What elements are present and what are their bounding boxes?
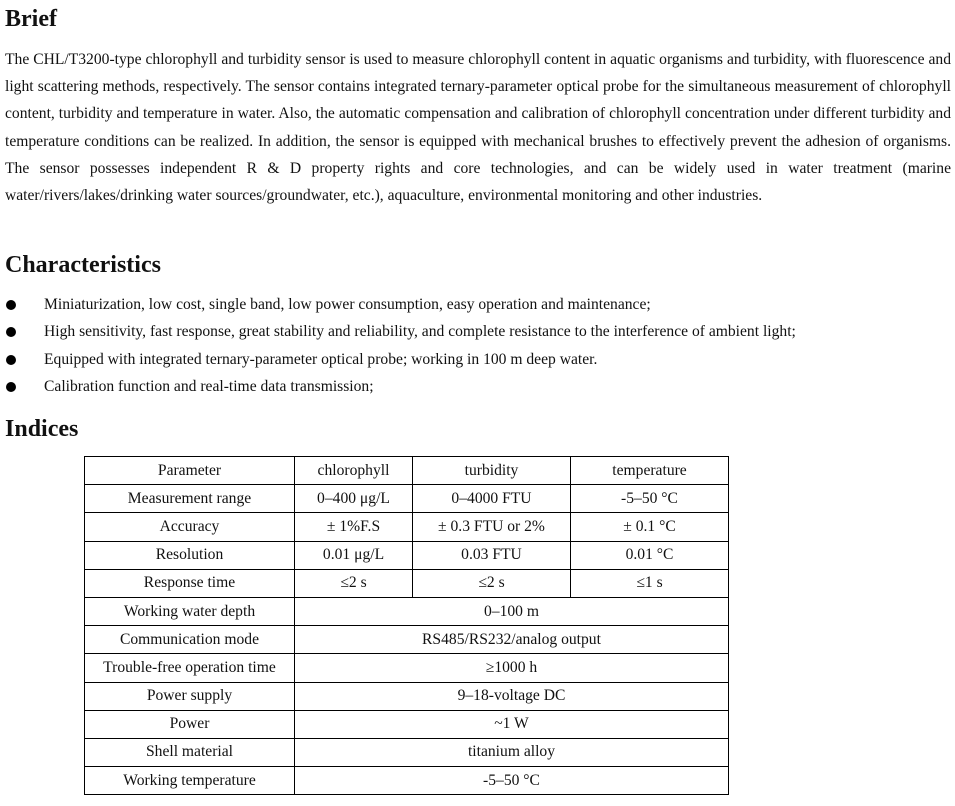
table-row	[85, 767, 729, 795]
table-cell: 9–18-voltage DC	[295, 682, 729, 710]
table-cell: ± 0.1 °C	[571, 513, 729, 541]
characteristics-heading: Characteristics	[5, 252, 161, 278]
list-item-text: Miniaturization, low cost, single band, low power consumption, easy operation and maintenance;	[44, 296, 651, 313]
table-row	[85, 597, 729, 625]
header-cell: chlorophyll	[295, 457, 413, 485]
table-row	[85, 626, 729, 654]
table-row	[85, 541, 729, 569]
table-row	[85, 569, 729, 597]
list-item	[0, 291, 950, 318]
table-row	[85, 738, 729, 766]
table-row	[85, 485, 729, 513]
table-cell: ≤2 s	[413, 569, 571, 597]
table-cell: 0–4000 FTU	[413, 485, 571, 513]
table-cell: Working water depth	[85, 597, 295, 625]
header-cell: temperature	[571, 457, 729, 485]
table-cell: titanium alloy	[295, 738, 729, 766]
brief-paragraph: The CHL/T3200-type chlorophyll and turbidity sensor is used to measure chlorophyll content in aquatic organisms and turbidity, with fluorescence and light scattering methods, respectively. The sensor contains integrated ternary-parameter optical probe for the simultaneous measurement of chlorophyll content, turbidity and temperature in water. Also, the automatic compensation and calibration of chlorophyll concentration under different turbidity and temperature conditions can be realized. In addition, the sensor is equipped with mechanical brushes to effectively prevent the adhesion of organisms. The sensor possesses independent R & D property rights and core technologies, and can be widely used in water treatment (marine water/rivers/lakes/drinking water sources/groundwater, etc.), aquaculture, environmental monitoring and other industries.	[5, 51, 951, 205]
table-cell: Response time	[85, 569, 295, 597]
table-header-row	[85, 457, 729, 485]
table-cell: Power supply	[85, 682, 295, 710]
table-row	[85, 682, 729, 710]
table-cell: 0–100 m	[295, 597, 729, 625]
characteristics-list	[0, 291, 950, 400]
table-cell: Measurement range	[85, 485, 295, 513]
table-cell: 0.01 °C	[571, 541, 729, 569]
table-cell: Communication mode	[85, 626, 295, 654]
table-row	[85, 710, 729, 738]
header-cell: turbidity	[413, 457, 571, 485]
table-cell: Accuracy	[85, 513, 295, 541]
header-cell: Parameter	[85, 457, 295, 485]
table-cell: RS485/RS232/analog output	[295, 626, 729, 654]
table-cell: 0.03 FTU	[413, 541, 571, 569]
list-item-text: Equipped with integrated ternary-parameter optical probe; working in 100 m deep water.	[44, 350, 598, 368]
table-row	[85, 654, 729, 682]
table-cell: ± 1%F.S	[295, 513, 413, 541]
table-cell: ~1 W	[295, 710, 729, 738]
bullet-icon	[6, 382, 16, 392]
table-cell: ≥1000 h	[295, 654, 729, 682]
table-cell: Working temperature	[85, 767, 295, 795]
list-item-text: Calibration function and real-time data transmission;	[44, 377, 374, 395]
table-cell: 0.01 μg/L	[295, 541, 413, 569]
bullet-icon	[6, 327, 16, 337]
table-cell: Trouble-free operation time	[85, 654, 295, 682]
table-cell: Resolution	[85, 541, 295, 569]
table-cell: ≤1 s	[571, 569, 729, 597]
bullet-icon	[6, 300, 16, 310]
table-row	[85, 513, 729, 541]
brief-heading: Brief	[5, 6, 57, 32]
table-cell: ≤2 s	[295, 569, 413, 597]
bullet-icon	[6, 355, 16, 365]
table-cell: Shell material	[85, 738, 295, 766]
list-item	[0, 346, 950, 373]
table-cell: 0–400 μg/L	[295, 485, 413, 513]
table-cell: ± 0.3 FTU or 2%	[413, 513, 571, 541]
table-cell: -5–50 °C	[295, 767, 729, 795]
list-item	[0, 318, 950, 345]
list-item-text: High sensitivity, fast response, great stability and reliability, and complete resistance to the interference of ambient light;	[44, 323, 796, 341]
list-item	[0, 373, 950, 400]
table-cell: Power	[85, 710, 295, 738]
indices-table	[84, 456, 729, 795]
indices-heading: Indices	[5, 416, 79, 442]
table-cell: -5–50 °C	[571, 485, 729, 513]
